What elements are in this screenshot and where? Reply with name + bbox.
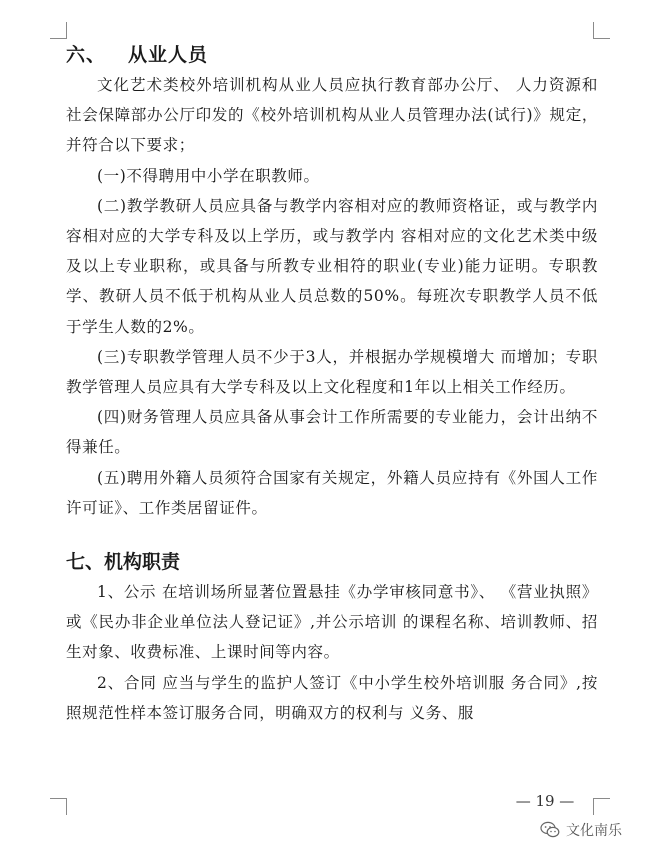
section-7-item-2: 2、合同 应当与学生的监护人签订《中小学生校外培训服 务合同》,按照规范性样本签订服务合同，明确双方的权利与 义务、服 <box>66 673 598 722</box>
section-7-number: 七、 <box>66 551 105 574</box>
crop-mark-bottom-left <box>50 798 67 815</box>
section-7-title: 机构职责 <box>104 551 181 574</box>
page-number: — 19 — <box>515 792 575 810</box>
section-6-item-4: (四)财务管理人员应具备从事会计工作所需要的专业能力，会计出纳不得兼任。 <box>66 408 598 457</box>
crop-mark-top-right <box>593 22 610 39</box>
wechat-icon <box>540 821 560 839</box>
watermark-text: 文化南乐 <box>566 823 622 839</box>
section-6-item-2: (二)教学教研人员应具备与教学内容相对应的教师资格证，或与教学内容相对应的大学专科及以上学历，或与教学内 容相对应的文化艺术类中级及以上专业职称，或具备与所教专业相符的职业(专业)能力证明。专职教学、教研人员不低于机构从业人员总数的50%。每班次专职教学人员不低于学生人数的2%。 <box>66 196 598 336</box>
section-6-number: 六、 <box>66 44 107 66</box>
section-6-item-3: (三)专职教学管理人员不少于3人，并根据办学规模增大 而增加；专职教学管理人员应具有大学专科及以上文化程度和1年以上相关工作经历。 <box>66 347 598 397</box>
document-body <box>66 40 598 728</box>
section-6-intro: 文化艺术类校外培训机构从业人员应执行教育部办公厅、 人力资源和社会保障部办公厅印发的《校外培训机构从业人员管理办法(试行)》规定，并符合以下要求； <box>66 76 598 155</box>
section-6-heading <box>66 40 598 70</box>
section-6-item-5: (五)聘用外籍人员须符合国家有关规定，外籍人员应持有《外国人工作许可证》、工作类居留证件。 <box>66 468 598 517</box>
section-7-item-1: 1、公示 在培训场所显著位置悬挂《办学审核同意书》、 《营业执照》或《民办非企业单位法人登记证》,并公示培训 的课程名称、培训教师、招生对象、收费标准、上课时间等内容。 <box>66 583 598 662</box>
section-6-title: 从业人员 <box>128 44 209 66</box>
watermark <box>540 820 622 840</box>
section-6-item-1: (一)不得聘用中小学在职教师。 <box>97 166 320 185</box>
section-7-heading <box>66 547 598 577</box>
crop-mark-bottom-right <box>593 798 610 815</box>
crop-mark-top-left <box>50 22 67 39</box>
